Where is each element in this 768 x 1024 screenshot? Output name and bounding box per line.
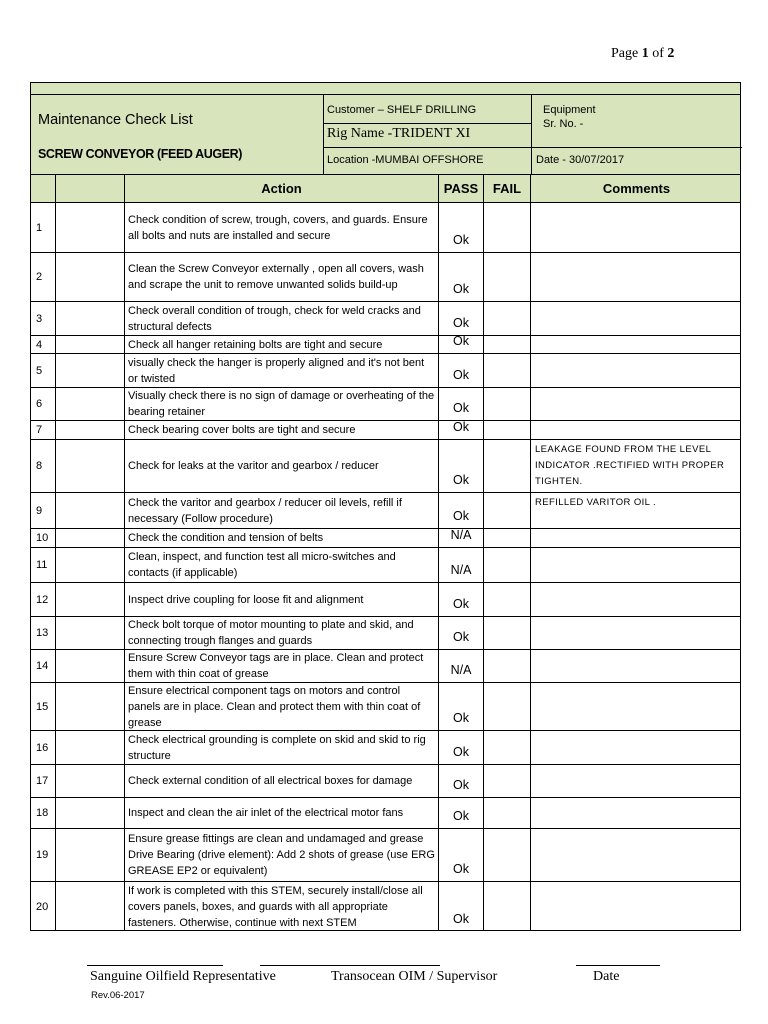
row-number: 7 — [31, 421, 56, 439]
header-action: Action — [125, 175, 439, 202]
row-fail-value — [484, 798, 531, 828]
table-row — [31, 829, 740, 882]
row-action: Clean, inspect, and function test all micro-switches and contacts (if applicable) — [125, 548, 439, 582]
row-pass-value: Ok — [439, 253, 484, 301]
row-action: Check bearing cover bolts are tight and secure — [125, 421, 439, 439]
header-divider — [323, 123, 531, 124]
row-action: If work is completed with this STEM, securely install/close all covers panels, boxes, and guards with all appropriate fasteners. Otherwise, continue with next STEM — [125, 882, 439, 931]
row-blank-cell — [56, 548, 125, 582]
row-number: 11 — [31, 548, 56, 582]
row-number: 16 — [31, 731, 56, 764]
header-divider — [323, 147, 742, 148]
row-blank-cell — [56, 253, 125, 301]
header-num-cell — [31, 175, 56, 202]
table-row — [31, 765, 740, 798]
row-blank-cell — [56, 354, 125, 387]
row-number: 2 — [31, 253, 56, 301]
header-comments: Comments — [602, 181, 671, 196]
table-row — [31, 731, 740, 765]
row-number: 10 — [31, 529, 56, 547]
signature-line-2 — [260, 965, 440, 966]
row-pass-value: Ok — [439, 388, 484, 420]
table-row — [31, 529, 740, 548]
row-action: visually check the hanger is properly aligned and it's not bent or twisted — [125, 354, 439, 387]
row-comment — [531, 617, 742, 649]
row-number: 5 — [31, 354, 56, 387]
oim-supervisor-label: Transocean OIM / Supervisor — [331, 969, 498, 984]
header-fail: FAIL — [484, 175, 531, 202]
row-number: 4 — [31, 336, 56, 353]
row-action: Check electrical grounding is complete on skid and skid to rig structure — [125, 731, 439, 764]
row-number: 1 — [31, 203, 56, 252]
page-number — [611, 46, 674, 62]
row-blank-cell — [56, 440, 125, 492]
row-action: Check overall condition of trough, check for weld cracks and structural defects — [125, 302, 439, 335]
row-action: Check the varitor and gearbox / reducer oil levels, refill if necessary (Follow procedure) — [125, 493, 439, 528]
top-band — [31, 83, 740, 95]
table-row — [31, 421, 740, 440]
row-number: 12 — [31, 583, 56, 616]
row-pass-value: Ok — [439, 421, 484, 439]
row-fail-value — [484, 336, 531, 353]
table-row — [31, 650, 740, 683]
row-fail-value — [484, 354, 531, 387]
row-action: Ensure electrical component tags on motors and control panels are in place. Clean and protect them with thin coat of grease — [125, 683, 439, 730]
row-blank-cell — [56, 493, 125, 528]
row-pass-value: Ok — [439, 765, 484, 797]
row-action: Check for leaks at the varitor and gearbox / reducer — [125, 440, 439, 492]
location-field: Location -MUMBAI OFFSHORE — [327, 154, 484, 166]
row-comment — [531, 253, 742, 301]
row-blank-cell — [56, 765, 125, 797]
row-fail-value — [484, 253, 531, 301]
row-fail-value — [484, 882, 531, 931]
row-comment — [531, 829, 742, 881]
header-divider — [323, 95, 324, 174]
header-divider — [531, 95, 532, 174]
row-pass-value: Ok — [439, 829, 484, 881]
row-pass-value: Ok — [439, 798, 484, 828]
table-row — [31, 388, 740, 421]
rig-name-field: Rig Name -TRIDENT XI — [327, 126, 471, 141]
row-pass-value: Ok — [439, 617, 484, 649]
page-sep: of — [648, 46, 668, 61]
row-fail-value — [484, 493, 531, 528]
row-comment — [531, 731, 742, 764]
page-title: Maintenance Check List — [38, 112, 193, 128]
row-fail-value — [484, 617, 531, 649]
oilfield-representative-label: Sanguine Oilfield Representative — [90, 969, 276, 984]
row-number: 3 — [31, 302, 56, 335]
table-row — [31, 354, 740, 388]
row-action: Check the condition and tension of belts — [125, 529, 439, 547]
date-label: Date — [593, 969, 620, 984]
row-fail-value — [484, 421, 531, 439]
row-number: 17 — [31, 765, 56, 797]
row-action: Check all hanger retaining bolts are tight and secure — [125, 336, 439, 353]
row-number: 9 — [31, 493, 56, 528]
row-number: 18 — [31, 798, 56, 828]
row-blank-cell — [56, 798, 125, 828]
row-fail-value — [484, 765, 531, 797]
table-row — [31, 253, 740, 302]
row-comment — [531, 650, 742, 682]
row-pass-value: Ok — [439, 882, 484, 931]
header-blank-cell — [56, 175, 125, 202]
signature-line-3 — [576, 965, 660, 966]
table-row — [31, 548, 740, 583]
row-action: Check condition of screw, trough, covers, and guards. Ensure all bolts and nuts are installed and secure — [125, 203, 439, 252]
row-blank-cell — [56, 650, 125, 682]
checklist-header — [31, 95, 740, 175]
row-pass-value: Ok — [439, 493, 484, 528]
row-action: Visually check there is no sign of damage or overheating of the bearing retainer — [125, 388, 439, 420]
table-row — [31, 683, 740, 731]
row-fail-value — [484, 548, 531, 582]
table-row — [31, 617, 740, 650]
row-comment — [531, 421, 742, 439]
row-fail-value — [484, 683, 531, 730]
row-blank-cell — [56, 829, 125, 881]
row-blank-cell — [56, 583, 125, 616]
row-comment: REFILLED VARITOR OIL . — [535, 497, 657, 508]
equipment-title: SCREW CONVEYOR (FEED AUGER) — [38, 147, 243, 161]
row-number: 19 — [31, 829, 56, 881]
table-row — [31, 203, 740, 253]
row-fail-value — [484, 650, 531, 682]
row-pass-value: Ok — [439, 731, 484, 764]
row-comment — [531, 336, 742, 353]
row-pass-value: Ok — [439, 302, 484, 335]
row-comment — [531, 388, 742, 420]
row-action: Check bolt torque of motor mounting to plate and skid, and connecting trough flanges and guards — [125, 617, 439, 649]
row-number: 20 — [31, 882, 56, 931]
serial-number-field: Sr. No. - — [543, 118, 584, 130]
row-blank-cell — [56, 302, 125, 335]
row-number: 8 — [31, 440, 56, 492]
page-prefix: Page — [611, 46, 642, 61]
row-action: Check external condition of all electrical boxes for damage — [125, 765, 439, 797]
row-fail-value — [484, 529, 531, 547]
row-pass-value: Ok — [439, 440, 484, 492]
header-pass: PASS — [439, 175, 484, 202]
row-blank-cell — [56, 336, 125, 353]
row-action: Inspect drive coupling for loose fit and alignment — [125, 583, 439, 616]
row-fail-value — [484, 203, 531, 252]
row-number: 14 — [31, 650, 56, 682]
row-comment — [531, 529, 742, 547]
row-number: 6 — [31, 388, 56, 420]
table-row — [31, 336, 740, 354]
row-pass-value: Ok — [439, 583, 484, 616]
row-pass-value: Ok — [439, 336, 484, 353]
signature-line-1 — [87, 965, 223, 966]
row-comment: LEAKAGE FOUND FROM THE LEVEL INDICATOR .RECTIFIED WITH PROPER TIGHTEN. — [535, 444, 725, 487]
row-comment — [531, 683, 742, 730]
row-action: Clean the Screw Conveyor externally , open all covers, wash and scrape the unit to remove unwanted solids build-up — [125, 253, 439, 301]
row-comment — [531, 882, 742, 931]
row-blank-cell — [56, 203, 125, 252]
row-blank-cell — [56, 731, 125, 764]
date-field: Date - 30/07/2017 — [536, 154, 625, 166]
row-blank-cell — [56, 882, 125, 931]
equipment-label: Equipment — [543, 104, 596, 116]
row-comment — [531, 583, 742, 616]
row-fail-value — [484, 302, 531, 335]
row-pass-value: N/A — [439, 529, 484, 547]
row-comment — [531, 354, 742, 387]
table-row — [31, 302, 740, 336]
row-fail-value — [484, 440, 531, 492]
row-pass-value: Ok — [439, 683, 484, 730]
table-row — [31, 882, 740, 931]
row-pass-value: Ok — [439, 203, 484, 252]
row-fail-value — [484, 731, 531, 764]
customer-field: Customer – SHELF DRILLING — [327, 104, 477, 116]
page-total: 2 — [667, 46, 675, 61]
row-comment — [531, 548, 742, 582]
row-blank-cell — [56, 683, 125, 730]
row-pass-value: N/A — [439, 548, 484, 582]
row-blank-cell — [56, 529, 125, 547]
table-row — [31, 798, 740, 829]
row-fail-value — [484, 829, 531, 881]
row-blank-cell — [56, 421, 125, 439]
table-row — [31, 440, 740, 493]
row-fail-value — [484, 388, 531, 420]
page-current: 1 — [641, 46, 649, 61]
row-blank-cell — [56, 388, 125, 420]
table-row — [31, 583, 740, 617]
revision-label: Rev.06-2017 — [91, 990, 145, 1001]
row-comment — [531, 798, 742, 828]
checklist-sheet — [30, 82, 741, 931]
row-comment — [531, 203, 742, 252]
row-pass-value: N/A — [439, 650, 484, 682]
row-comment — [531, 765, 742, 797]
row-blank-cell — [56, 617, 125, 649]
row-pass-value: Ok — [439, 354, 484, 387]
row-action: Ensure grease fittings are clean and undamaged and grease Drive Bearing (drive element): Add 2 shots of grease (use ERG GREASE EP2 or equivalent) — [125, 829, 439, 881]
row-number: 13 — [31, 617, 56, 649]
row-comment — [531, 302, 742, 335]
table-header — [31, 175, 740, 203]
row-number: 15 — [31, 683, 56, 730]
table-row — [31, 493, 740, 529]
row-action: Inspect and clean the air inlet of the electrical motor fans — [125, 798, 439, 828]
row-action: Ensure Screw Conveyor tags are in place. Clean and protect them with thin coat of grease — [125, 650, 439, 682]
row-fail-value — [484, 583, 531, 616]
